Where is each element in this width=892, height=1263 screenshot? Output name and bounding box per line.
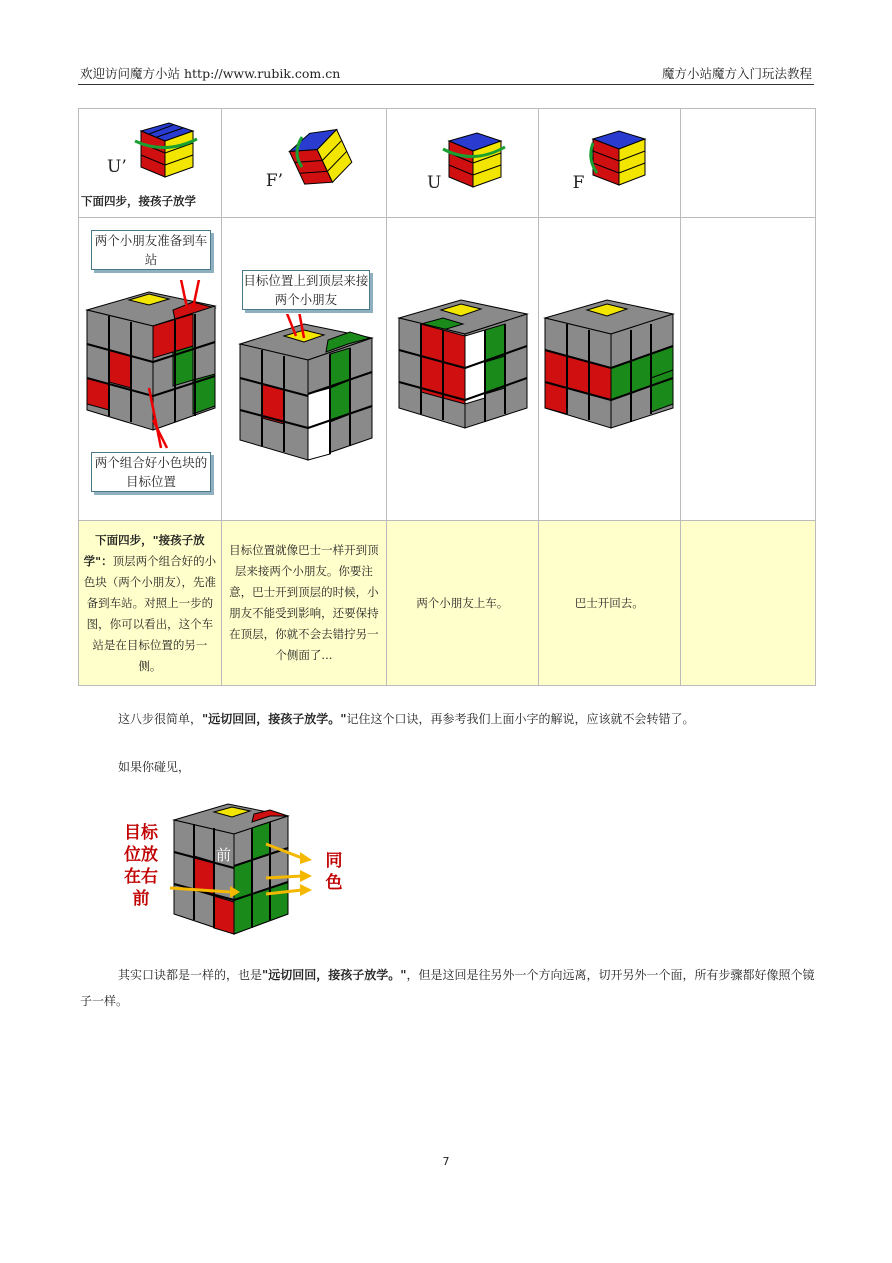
steps-table (78, 108, 816, 686)
move-label: U (426, 173, 442, 193)
cube-cell-3 (386, 218, 538, 521)
same-color-label: 同色 (325, 851, 343, 893)
header-left: 欢迎访问魔方小站 http://www.rubik.com.cn (80, 66, 341, 81)
description-4: 巴士开回去。 (538, 521, 680, 686)
empty-cell (680, 521, 815, 686)
paragraph-text: 这八步很简单， (118, 712, 203, 726)
cube-rotation-icon (288, 127, 354, 193)
cube-diagram (170, 798, 330, 936)
cube-cell-4 (538, 218, 680, 521)
paragraph-bold: "远切回回，接孩子放学。" (262, 968, 407, 982)
cube-diagram (236, 314, 376, 464)
description-text: 顶层两个组合好的小色块（两个小朋友），先准备到车站。对照上一步的图，你可以看出，这个车站是在目标位置的另一侧。 (83, 553, 217, 673)
move-label: F’ (265, 171, 284, 191)
paragraph-2: 如果你碰见， (118, 760, 191, 774)
empty-cell (680, 109, 815, 218)
callout-pair-target: 两个组合好小色块的目标位置 (91, 452, 211, 492)
mirror-case-figure (114, 796, 346, 936)
cube-cell-1 (79, 218, 222, 521)
move-cell-1 (79, 109, 222, 218)
cube-diagram (541, 292, 677, 432)
header-right: 魔方小站魔方入门玩法教程 (661, 66, 812, 81)
callout-target-up: 目标位置上到顶层来接两个小朋友 (242, 270, 370, 310)
move-cell-2 (221, 109, 386, 218)
cube-cell-2 (221, 218, 386, 521)
description-bold: 下面四步，"接孩子放学"： (83, 532, 205, 568)
paragraph-bold: "远切回回，接孩子放学。" (202, 712, 347, 726)
paragraph-text: 记住这个口诀，再参考我们上面小字的解说，应该就不会转错了。 (346, 712, 695, 726)
description-3: 两个小朋友上车。 (386, 521, 538, 686)
cube-diagram (83, 280, 217, 450)
paragraph-text: 其实口诀都是一样的，也是 (118, 968, 263, 982)
move-cell-3 (386, 109, 538, 218)
paragraph-text: ，但是这回是往另外一个方向远离，切开另外一个面，所有步骤都好像照个镜子一样。 (80, 968, 815, 1008)
page-number: 7 (442, 1155, 450, 1168)
move-label: F (572, 173, 585, 193)
front-face-label: 前 (216, 846, 232, 864)
target-position-label: 目标位放在右前 (124, 823, 158, 909)
row1-caption: 下面四步，接孩子放学 (81, 194, 196, 208)
move-label: U’ (107, 157, 127, 177)
cube-rotation-icon (585, 127, 651, 193)
description-1 (79, 521, 222, 686)
paragraph-1 (118, 710, 695, 727)
empty-cell (680, 218, 815, 521)
callout-friends-ready: 两个小朋友准备到车站 (91, 230, 211, 270)
paragraph-3 (80, 962, 815, 1014)
header-rule (78, 84, 814, 85)
description-2: 目标位置就像巴士一样开到顶层来接两个小朋友。你要注意，巴士开到顶层的时候，小朋友不能受到影响，还要保持在顶层，你就不会去错拧另一个侧面了... (221, 521, 386, 686)
cube-diagram (395, 292, 531, 432)
cube-rotation-icon (131, 117, 199, 185)
move-cell-4 (538, 109, 680, 218)
cube-rotation-icon (439, 127, 507, 195)
